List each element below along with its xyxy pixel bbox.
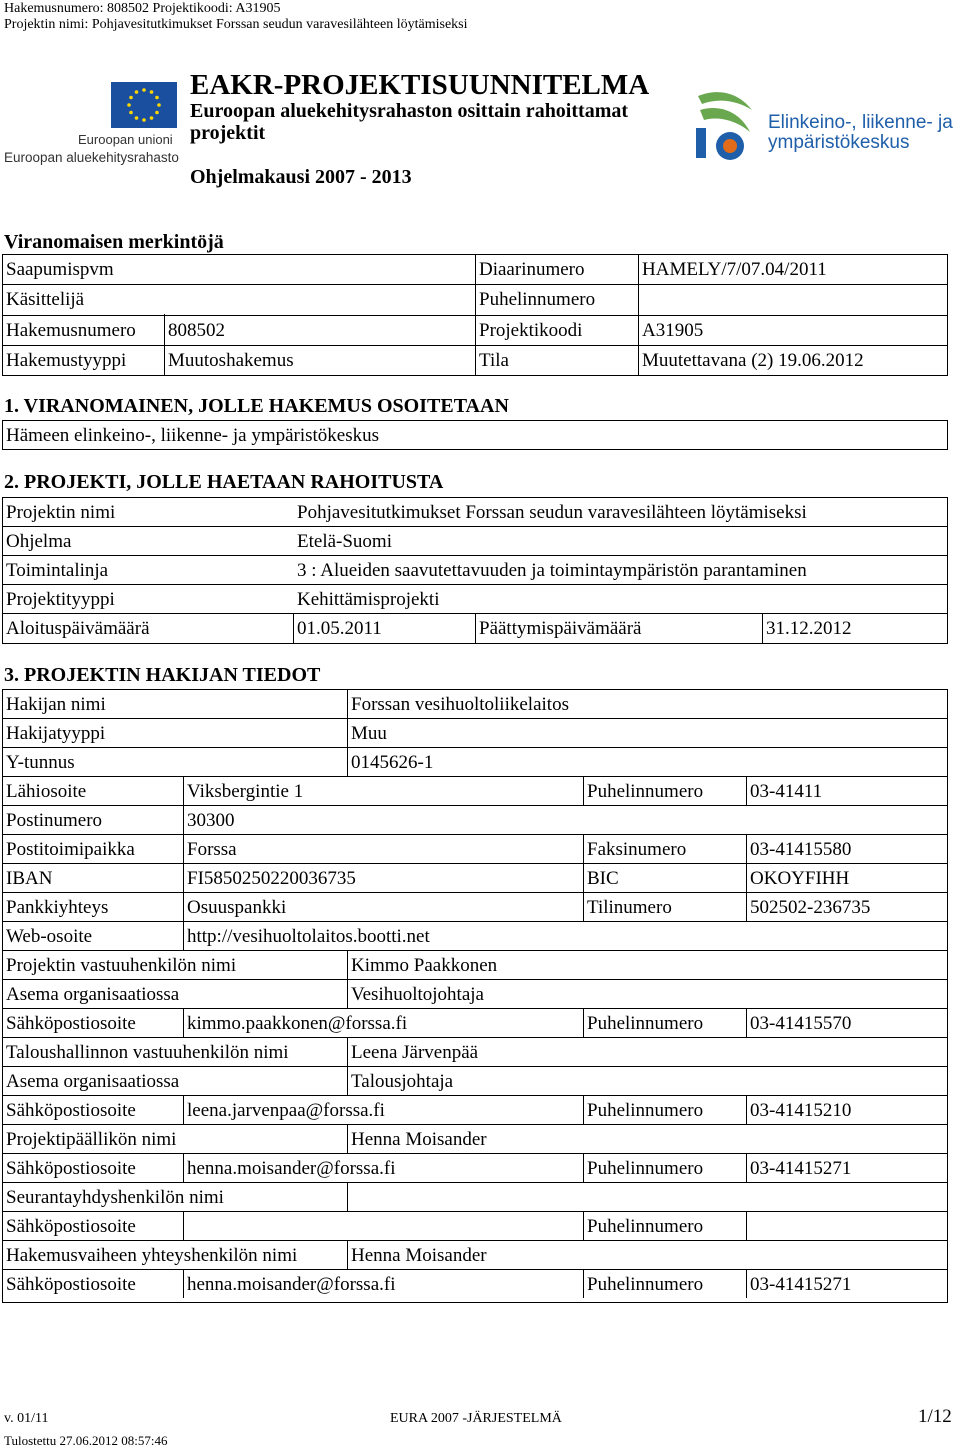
contact-field-label: Hakemusvaiheen yhteyshenkilön nimi (6, 1245, 298, 1266)
contact-field-value: Henna Moisander (351, 1129, 487, 1150)
authority-cell: Hakemustyyppi (6, 350, 127, 371)
applicant-field-value: 03-41411 (750, 781, 823, 802)
footer-system: EURA 2007 -JÄRJESTELMÄ (390, 1411, 562, 1426)
authority-cell: Saapumispvm (6, 259, 114, 280)
authority-cell: Puhelinnumero (479, 289, 596, 310)
authority-cell: Muutoshakemus (168, 350, 294, 371)
authority-heading: Viranomaisen merkintöjä (4, 231, 224, 253)
section-2-heading: 2. PROJEKTI, JOLLE HAETAAN RAHOITUSTA (4, 471, 444, 493)
applicant-field-label: Web-osoite (6, 926, 93, 947)
applicant-field-label: Sähköpostiosoite (6, 1158, 136, 1179)
authority-cell: Muutettavana (2) 19.06.2012 (642, 350, 864, 371)
applicant-field-value: 0145626-1 (351, 752, 434, 773)
document-title: EAKR-PROJEKTISUUNNITELMA (190, 69, 650, 101)
applicant-field-label: Postinumero (6, 810, 103, 831)
applicant-field-value: FI5850250220036735 (187, 868, 356, 889)
applicant-field-label: Puhelinnumero (587, 781, 704, 802)
contact-field-label: Seurantayhdyshenkilön nimi (6, 1187, 224, 1208)
eu-logo-line-1: Euroopan unioni (78, 132, 173, 147)
project-date-cell: 31.12.2012 (766, 618, 852, 639)
applicant-field-label: Puhelinnumero (587, 1013, 704, 1034)
contact-field-value: Talousjohtaja (351, 1071, 454, 1092)
project-field-value: Pohjavesitutkimukset Forssan seudun varavesilähteen löytämiseksi (297, 502, 807, 523)
authority-cell: Tila (479, 350, 509, 371)
contact-field-label: Projektin vastuuhenkilön nimi (6, 955, 237, 976)
applicant-field-label: Sähköpostiosoite (6, 1274, 136, 1295)
applicant-field-value: Osuuspankki (187, 897, 287, 918)
eu-star-icon (129, 111, 133, 115)
applicant-field-value: 03-41415570 (750, 1013, 852, 1034)
applicant-field-value: leena.jarvenpaa@forssa.fi (187, 1100, 385, 1121)
applicant-field-value: henna.moisander@forssa.fi (187, 1158, 396, 1179)
header-line-1: Hakemusnumero: 808502 Projektikoodi: A31905 (4, 1, 281, 16)
eu-star-icon (129, 96, 133, 100)
header-line-2: Projektin nimi: Pohjavesitutkimukset Forssan seudun varavesilähteen löytämiseksi (4, 17, 468, 32)
applicant-field-label: Puhelinnumero (587, 1274, 704, 1295)
applicant-field-label: Hakijatyyppi (6, 723, 106, 744)
contact-field-value: Henna Moisander (351, 1245, 487, 1266)
applicant-field-value: Forssan vesihuoltoliikelaitos (351, 694, 569, 715)
eu-star-icon (157, 103, 161, 107)
applicant-field-value: OKOYFIHH (750, 868, 850, 889)
applicant-field-label: Lähiosoite (6, 781, 87, 802)
applicant-field-label: Sähköpostiosoite (6, 1100, 136, 1121)
authority-cell: Hakemusnumero (6, 320, 136, 341)
applicant-field-value: Muu (351, 723, 387, 744)
applicant-field-label: Puhelinnumero (587, 1158, 704, 1179)
applicant-field-value: 03-41415271 (750, 1274, 852, 1295)
project-field-label: Projektin nimi (6, 502, 116, 523)
eu-star-icon (155, 111, 159, 115)
applicant-field-label: IBAN (6, 868, 53, 889)
authority-cell: Käsittelijä (6, 289, 85, 310)
authority-cell: Projektikoodi (479, 320, 583, 341)
project-field-label: Projektityyppi (6, 589, 115, 610)
applicant-field-value: henna.moisander@forssa.fi (187, 1274, 396, 1295)
contact-field-label: Taloushallinnon vastuuhenkilön nimi (6, 1042, 289, 1063)
section-1-heading: 1. VIRANOMAINEN, JOLLE HAKEMUS OSOITETAAN (4, 395, 509, 417)
project-field-value: Etelä-Suomi (297, 531, 392, 552)
project-date-cell: Päättymispäivämäärä (479, 618, 642, 639)
applicant-field-value: Forssa (187, 839, 237, 860)
project-field-value: 3 : Alueiden saavutettavuuden ja toimintaympäristön parantaminen (297, 560, 807, 581)
applicant-field-label: Puhelinnumero (587, 1100, 704, 1121)
authority-cell: A31905 (642, 320, 704, 341)
eu-star-icon (142, 88, 146, 92)
applicant-field-label: Sähköpostiosoite (6, 1216, 136, 1237)
applicant-field-value: kimmo.paakkonen@forssa.fi (187, 1013, 408, 1034)
project-date-cell: Aloituspäivämäärä (6, 618, 150, 639)
contact-field-value: Kimmo Paakkonen (351, 955, 498, 976)
applicant-field-value: 03-41415271 (750, 1158, 852, 1179)
applicant-field-value: http://vesihuoltolaitos.bootti.net (187, 926, 430, 947)
project-field-label: Toimintalinja (6, 560, 109, 581)
authority-cell: Diaarinumero (479, 259, 585, 280)
section-3-heading: 3. PROJEKTIN HAKIJAN TIEDOT (4, 664, 321, 686)
ely-logo (692, 88, 957, 168)
ely-logo-line-2: ympäristökeskus (768, 132, 910, 153)
project-date-cell: 01.05.2011 (297, 618, 382, 639)
project-field-value: Kehittämisprojekti (297, 589, 440, 610)
ely-emblem-icon (692, 88, 762, 162)
program-period: Ohjelmakausi 2007 - 2013 (190, 166, 412, 188)
contact-field-value: Leena Järvenpää (351, 1042, 479, 1063)
footer-version: v. 01/11 (4, 1411, 49, 1426)
contact-field-label: Projektipäällikön nimi (6, 1129, 177, 1150)
document-subtitle-2: projektit (190, 122, 266, 144)
applicant-field-label: Hakijan nimi (6, 694, 106, 715)
eu-star-icon (127, 103, 131, 107)
applicant-field-label: Tilinumero (587, 897, 672, 918)
applicant-field-label: Faksinumero (587, 839, 687, 860)
authority-cell: 808502 (168, 320, 225, 341)
applicant-field-label: Sähköpostiosoite (6, 1013, 136, 1034)
eu-star-icon (135, 90, 139, 94)
eu-star-icon (142, 118, 146, 122)
eu-star-icon (155, 96, 159, 100)
document-subtitle-1: Euroopan aluekehitysrahaston osittain rahoittamat (190, 100, 629, 122)
footer-printed: Tulostettu 27.06.2012 08:57:46 (4, 1433, 168, 1448)
applicant-field-label: Puhelinnumero (587, 1216, 704, 1237)
contact-field-value: Vesihuoltojohtaja (351, 984, 484, 1005)
applicant-field-label: Postitoimipaikka (6, 839, 135, 860)
authority-cell: HAMELY/7/07.04/2011 (642, 259, 827, 280)
project-field-label: Ohjelma (6, 531, 72, 552)
applicant-field-value: 03-41415210 (750, 1100, 852, 1121)
applicant-field-value: 502502-236735 (750, 897, 871, 918)
footer-page-number: 1/12 (918, 1406, 952, 1427)
contact-field-label: Asema organisaatiossa (6, 1071, 180, 1092)
ely-logo-line-1: Elinkeino-, liikenne- ja (768, 112, 953, 133)
applicant-field-value: Viksbergintie 1 (187, 781, 304, 802)
eu-star-icon (150, 90, 154, 94)
contact-field-label: Asema organisaatiossa (6, 984, 180, 1005)
eu-star-icon (150, 116, 154, 120)
applicant-field-label: Y-tunnus (6, 752, 75, 773)
eu-logo-line-2: Euroopan aluekehitysrahasto (4, 150, 179, 165)
applicant-field-label: BIC (587, 868, 619, 889)
authority-name: Hämeen elinkeino-, liikenne- ja ympäristökeskus (6, 425, 380, 446)
applicant-field-value: 03-41415580 (750, 839, 852, 860)
eu-star-icon (135, 116, 139, 120)
applicant-field-label: Pankkiyhteys (6, 897, 109, 918)
applicant-field-value: 30300 (187, 810, 235, 831)
eu-logo (4, 82, 180, 172)
